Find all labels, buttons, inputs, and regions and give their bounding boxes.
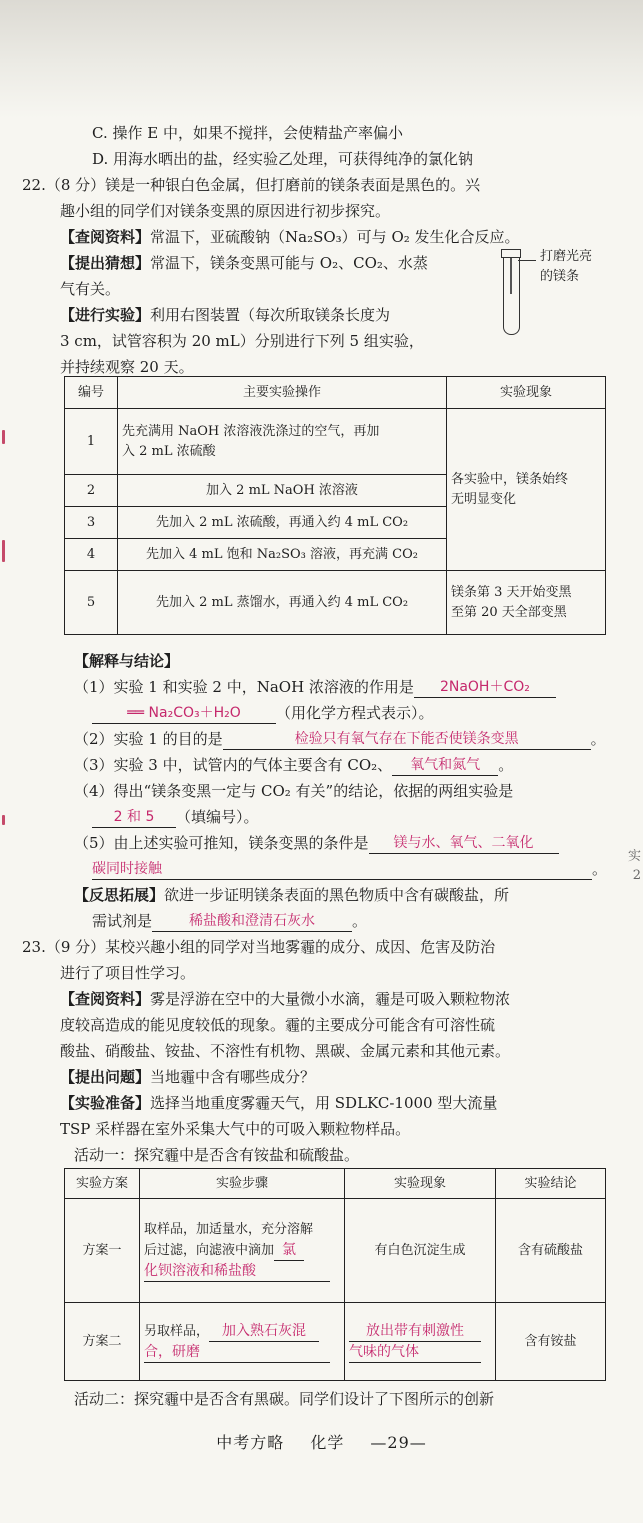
option-d: D. 用海水晒出的盐，经实验乙处理，可获得纯净的氯化钠	[92, 150, 474, 168]
margin-mark	[2, 430, 5, 444]
step-text: 另取样品，	[144, 1323, 210, 1339]
scan-shadow	[0, 0, 643, 118]
answer-blank: 镁与水、氧气、二氧化	[369, 833, 559, 854]
q23-intro: 23.（9 分）某校兴趣小组的同学对当地雾霾的成分、成因、危害及防治	[22, 938, 496, 956]
q22-hypothesis	[60, 252, 428, 274]
q23-prep	[60, 1092, 497, 1114]
margin-char: 实	[627, 849, 641, 864]
table-cell-no: 3	[65, 507, 118, 539]
section-tag: 【解释与结论】	[74, 652, 180, 670]
q22-c5	[74, 832, 559, 854]
section-tag: 【提出问题】	[60, 1068, 151, 1086]
q23-question	[60, 1066, 315, 1088]
section-tag: 【查阅资料】	[60, 990, 151, 1008]
step-text-line	[144, 1321, 340, 1342]
table-header: 实验步骤	[140, 1169, 345, 1199]
q22-experiment-table	[64, 376, 606, 635]
table-cell-plan: 方案二	[65, 1303, 140, 1381]
section-text: 当地霾中含有哪些成分？	[150, 1068, 316, 1086]
answer-blank: 气味的气体	[349, 1342, 481, 1363]
table-cell-no: 2	[65, 475, 118, 507]
table-cell-op: 加入 2 mL NaOH 浓溶液	[118, 475, 447, 507]
table-header: 实验现象	[447, 377, 606, 409]
table-cell-no: 5	[65, 571, 118, 635]
answer-blank: 稀盐酸和澄清石灰水	[152, 911, 352, 932]
section-tag: 【反思拓展】	[74, 886, 165, 904]
table-cell-phenomenon	[345, 1303, 496, 1381]
question-text: 。	[352, 912, 368, 930]
tube-stopper	[501, 249, 521, 258]
question-text: （5）由上述实验可推知，镁条变黑的条件是	[74, 834, 369, 852]
q22-c3	[74, 754, 513, 776]
q22-experiment: 3 cm，试管容积为 20 mL）分别进行下列 5 组实验，	[60, 332, 424, 350]
section-tag: 【查阅资料】	[60, 228, 151, 246]
section-text: 利用右图装置（每次所取镁条长度为	[150, 306, 391, 324]
q23-activity-2: 活动二：探究霾中是否含有黑碳。同学们设计了下图所示的创新	[74, 1390, 495, 1408]
step-text-line	[349, 1321, 491, 1342]
table-cell-plan: 方案一	[65, 1199, 140, 1303]
table-cell-step	[140, 1303, 345, 1381]
answer-blank: 化钡溶液和稀盐酸	[144, 1261, 330, 1282]
answer-blank: 检验只有氧气存在下能否使镁条变黑	[223, 729, 591, 750]
answer-blank: 2NaOH＋CO₂	[414, 677, 556, 698]
q22-c5-cont	[92, 858, 607, 880]
q22-c4-cont	[92, 806, 259, 828]
answer-blank: 氯	[274, 1240, 304, 1261]
table-cell-phenomenon: 有白色沉淀生成	[345, 1199, 496, 1303]
table-header: 编号	[65, 377, 118, 409]
q23-activity-1: 活动一：探究霾中是否含有铵盐和硫酸盐。	[74, 1146, 360, 1164]
q23-reference	[60, 988, 510, 1010]
step-text: 后过滤，向滤液中滴加	[144, 1242, 275, 1258]
option-c: C. 操作 E 中，如果不搅拌，会使精盐产率偏小	[92, 124, 403, 142]
table-cell-op: 先加入 2 mL 蒸馏水，再通入约 4 mL CO₂	[118, 571, 447, 635]
table-header: 主要实验操作	[118, 377, 447, 409]
question-text: （用化学方程式表示）。	[276, 704, 434, 722]
table-cell-step	[140, 1199, 345, 1303]
q23-reference: 度较高造成的能见度较低的现象。霾的主要成分可能含有可溶性硫	[60, 1016, 496, 1034]
q22-c2	[74, 728, 606, 750]
step-text-line	[349, 1342, 491, 1363]
margin-mark	[2, 815, 5, 825]
answer-blank: 放出带有刺激性	[349, 1321, 481, 1342]
q22-reflection-cont	[92, 910, 367, 932]
q23-intro: 进行了项目性学习。	[60, 964, 196, 982]
table-header: 实验现象	[345, 1169, 496, 1199]
answer-blank: 碳同时接触	[92, 859, 592, 880]
table-cell-conclusion: 含有硫酸盐	[496, 1199, 606, 1303]
step-text-line	[144, 1261, 340, 1282]
margin-mark	[2, 540, 5, 562]
answer-blank: 加入熟石灰混	[209, 1321, 319, 1342]
q22-reference	[60, 226, 520, 248]
question-text: （2）实验 1 的目的是	[74, 730, 223, 748]
footer-book: 中考方略	[216, 1433, 285, 1452]
q22-conclusion-tag	[74, 650, 179, 672]
question-text: 需试剂是	[92, 912, 153, 930]
page-footer	[0, 1430, 643, 1453]
section-tag: 【进行实验】	[60, 306, 151, 324]
q22-reflection	[74, 884, 509, 906]
section-text: 选择当地重度雾霾天气，用 SDLKC-1000 型大流量	[150, 1094, 498, 1112]
footer-subject: 化学	[310, 1433, 345, 1452]
q23-prep: TSP 采样器在室外采集大气中的可吸入颗粒物样品。	[60, 1120, 411, 1138]
q23-reference: 酸盐、硝酸盐、铵盐、不溶性有机物、黑碳、金属元素和其他元素。	[60, 1042, 511, 1060]
tube-label: 打磨光亮 的镁条	[540, 249, 593, 284]
section-tag: 【实验准备】	[60, 1094, 151, 1112]
table-cell-op: 先加入 2 mL 浓硫酸，再通入约 4 mL CO₂	[118, 507, 447, 539]
table-cell-no: 1	[65, 409, 118, 475]
step-text: 取样品，加适量水，充分溶解	[144, 1221, 314, 1237]
q22-experiment: 并持续观察 20 天。	[60, 358, 194, 376]
section-text: 常温下，亚硫酸钠（Na₂SO₃）可与 O₂ 发生化合反应。	[150, 228, 520, 246]
answer-blank: ══ Na₂CO₃＋H₂O	[92, 703, 276, 724]
question-text: 。	[590, 730, 606, 748]
q22-c4: （4）得出“镁条变黑一定与 CO₂ 有关”的结论，依据的两组实验是	[74, 782, 514, 800]
q22-hypothesis: 气有关。	[60, 280, 121, 298]
test-tube-diagram	[503, 252, 520, 335]
section-text: 雾是浮游在空中的大量微小水滴，霾是可吸入颗粒物浓	[150, 990, 511, 1008]
answer-blank: 2 和 5	[92, 807, 176, 828]
q22-intro: 22.（8 分）镁是一种银白色金属，但打磨前的镁条表面是黑色的。兴	[22, 176, 481, 194]
step-text-line	[144, 1240, 340, 1261]
table-header: 实验结论	[496, 1169, 606, 1199]
table-cell-op: 先充满用 NaOH 浓溶液洗涤过的空气，再加 入 2 mL 浓硫酸	[118, 409, 447, 475]
section-text: 常温下，镁条变黑可能与 O₂、CO₂、水蒸	[150, 254, 428, 272]
page-number: —29—	[370, 1433, 427, 1452]
table-header: 实验方案	[65, 1169, 140, 1199]
q22-c1-cont	[92, 702, 434, 724]
q22-experiment	[60, 304, 390, 326]
answer-blank: 氧气和氮气	[392, 755, 498, 776]
answer-blank: 合，研磨	[144, 1342, 330, 1363]
question-text: 。	[498, 756, 514, 774]
q22-intro: 趣小组的同学们对镁条变黑的原因进行初步探究。	[60, 202, 391, 220]
table-cell-conclusion: 含有铵盐	[496, 1303, 606, 1381]
q23-plan-table	[64, 1168, 606, 1381]
table-cell-no: 4	[65, 539, 118, 571]
question-text: （1）实验 1 和实验 2 中，NaOH 浓溶液的作用是	[74, 678, 414, 696]
q22-c1	[74, 676, 556, 698]
section-tag: 【提出猜想】	[60, 254, 151, 272]
step-text-line	[144, 1342, 340, 1363]
magnesium-strip	[510, 258, 512, 294]
margin-char: 2	[632, 868, 641, 883]
question-text: （填编号）。	[176, 808, 259, 826]
table-cell-phenomenon: 各实验中，镁条始终 无明显变化	[447, 409, 606, 571]
label-leader-line	[518, 260, 536, 261]
table-cell-phenomenon: 镁条第 3 天开始变黑 至第 20 天全部变黑	[447, 571, 606, 635]
question-text: 。	[592, 860, 608, 878]
section-text: 欲进一步证明镁条表面的黑色物质中含有碳酸盐，所	[164, 886, 510, 904]
table-cell-op: 先加入 4 mL 饱和 Na₂SO₃ 溶液，再充满 CO₂	[118, 539, 447, 571]
question-text: （3）实验 3 中，试管内的气体主要含有 CO₂、	[74, 756, 393, 774]
